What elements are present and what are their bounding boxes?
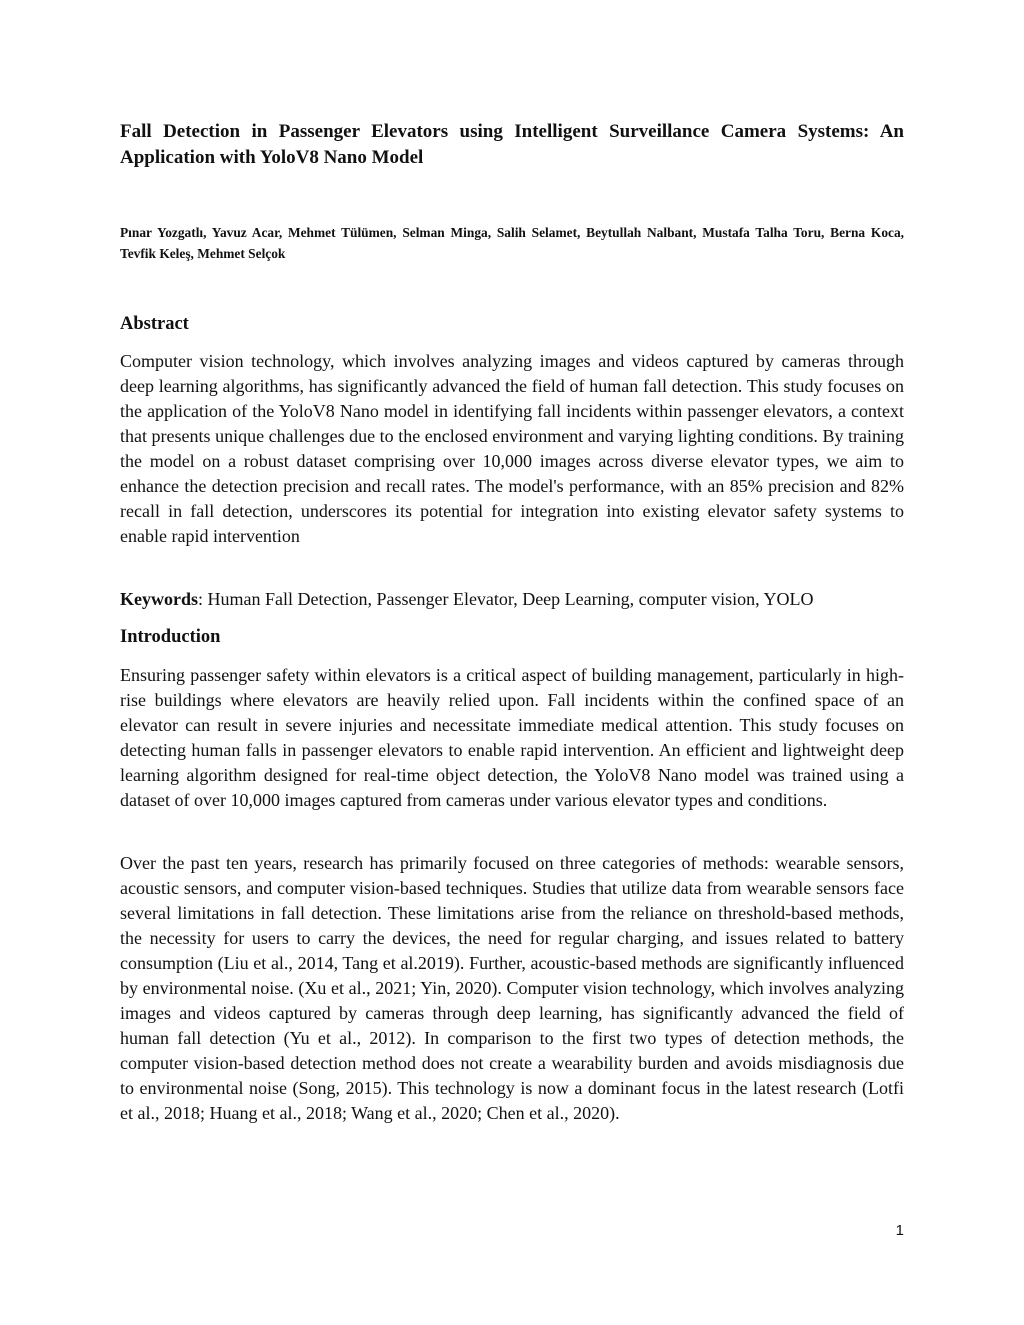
intro-paragraph-1: Ensuring passenger safety within elevators is a critical aspect of building management, particularly in high-rise buildings where elevators are heavily relied upon. Fall incidents within the confined space of an elevator can result in severe injuries and necessitate immediate medical attention. This study focuses on detecting human falls in passenger elevators to enable rapid intervention. An efficient and lightweight deep learning algorithm designed for real-time object detection, the YoloV8 Nano model was trained using a dataset of over 10,000 images captured from cameras under various elevator types and conditions. <box>120 665 904 810</box>
author-list: Pınar Yozgatlı, Yavuz Acar, Mehmet Tülümen, Selman Minga, Salih Selamet, Beytullah Nalbant, Mustafa Talha Toru, Berna Koca, Tevfik Keleş, Mehmet Selçok <box>120 225 904 261</box>
introduction-heading: Introduction <box>120 627 221 647</box>
paper-page <box>120 0 904 1325</box>
abstract-heading: Abstract <box>120 314 189 334</box>
abstract-text: Computer vision technology, which involves analyzing images and videos captured by cameras through deep learning algorithms, has significantly advanced the field of human fall detection. This study focuses on the application of the YoloV8 Nano model in identifying fall incidents within passenger elevators, a context that presents unique challenges due to the enclosed environment and varying lighting conditions. By training the model on a robust dataset comprising over 10,000 images across diverse elevator types, we aim to enhance the detection precision and recall rates. The model's performance, with an 85% precision and 82% recall in fall detection, underscores its potential for integration into existing elevator safety systems to enable rapid intervention <box>120 351 904 546</box>
keywords-label: Keywords <box>120 589 198 609</box>
page-number: 1 <box>895 1222 904 1239</box>
keywords-text: : Human Fall Detection, Passenger Elevator, Deep Learning, computer vision, YOLO <box>198 589 814 609</box>
keywords-line <box>120 587 904 612</box>
intro-paragraph-2: Over the past ten years, research has primarily focused on three categories of methods: wearable sensors, acoustic sensors, and computer vision-based techniques. Studies that utilize data from wearable sensors face several limitations in fall detection. These limitations arise from the reliance on threshold-based methods, the necessity for users to carry the devices, the need for regular charging, and issues related to battery consumption (Liu et al., 2014, Tang et al.2019). Further, acoustic-based methods are significantly influenced by environmental noise. (Xu et al., 2021; Yin, 2020). Computer vision technology, which involves analyzing images and videos captured by cameras through deep learning, has significantly advanced the field of human fall detection (Yu et al., 2012). In comparison to the first two types of detection methods, the computer vision-based detection method does not create a wearability burden and avoids misdiagnosis due to environmental noise (Song, 2015). This technology is now a dominant focus in the latest research (Lotfi et al., 2018; Huang et al., 2018; Wang et al., 2020; Chen et al., 2020). <box>120 853 904 1123</box>
paper-title: Fall Detection in Passenger Elevators using Intelligent Surveillance Camera Systems: An Application with YoloV8 Nano Model <box>120 121 904 168</box>
